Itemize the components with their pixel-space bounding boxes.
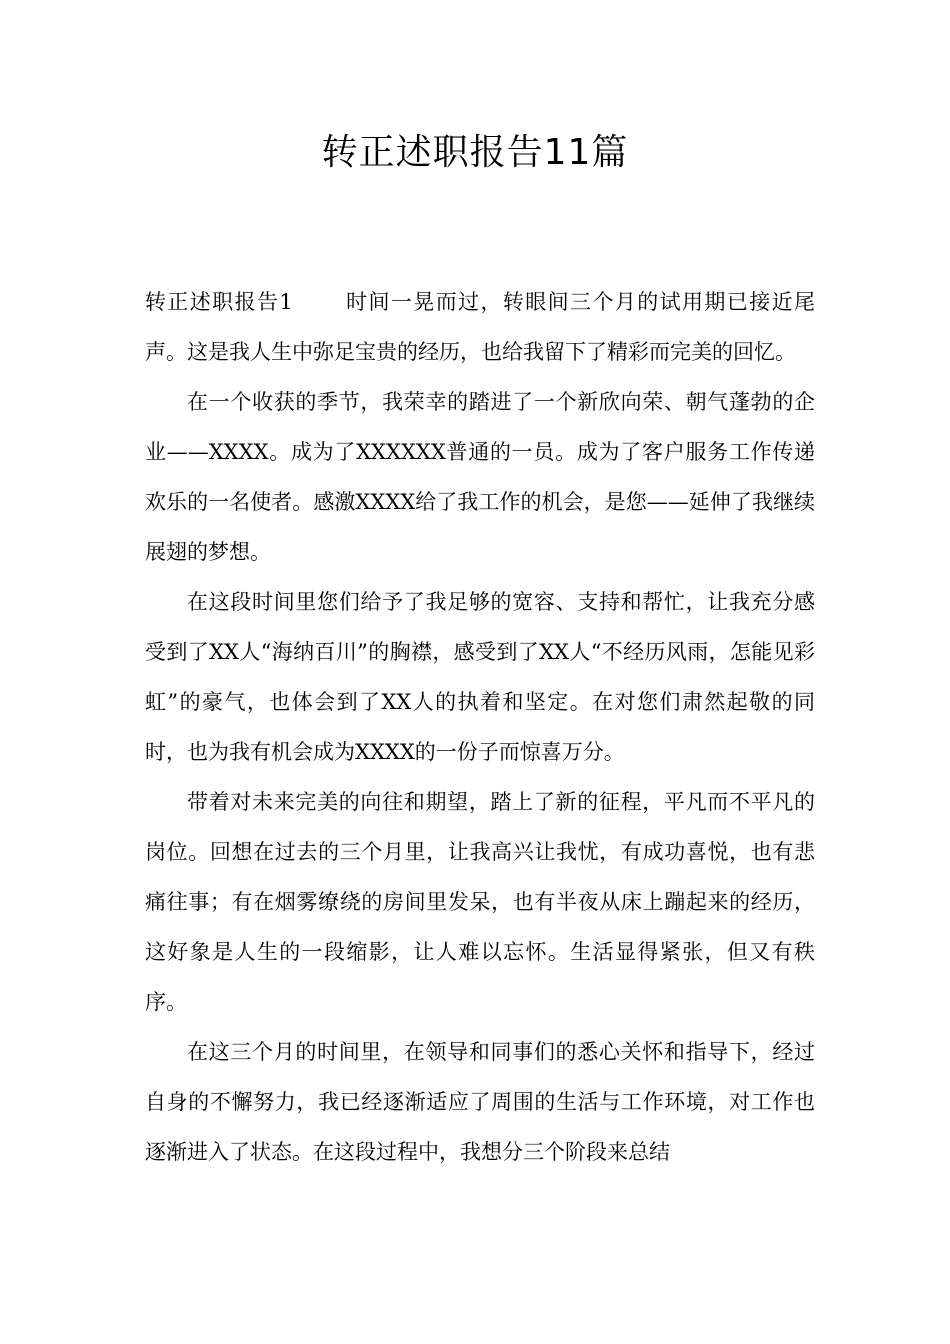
paragraph-4: 带着对未来完美的向往和期望，踏上了新的征程，平凡而不平凡的岗位。回想在过去的三个月里，让我高兴让我忧，有成功喜悦，也有悲痛往事；有在烟雾缭绕的房间里发呆，也有半夜从床上蹦起来的经历，这好象是人生的一段缩影，让人难以忘怀。生活显得紧张，但又有秩序。 [145,790,815,1014]
document-title: 转正述职报告11篇 [321,132,629,173]
paragraph-1-text: 时间一晃而过，转眼间三个月的试用期已接近尾声。这是我人生中弥足宝贵的经历，也给我留下了精彩而完美的回忆。 [145,290,815,364]
paragraph-3: 在这段时间里您们给予了我足够的宽容、支持和帮忙，让我充分感受到了XX人“海纳百川”的胸襟，感受到了XX人“不经历风雨，怎能见彩虹”的豪气，也体会到了XX人的执着和坚定。在对您们肃然起敬的同时，也为我有机会成为XXXX的一份子而惊喜万分。 [145,590,815,764]
paragraph-2: 在一个收获的季节，我荣幸的踏进了一个新欣向荣、朝气蓬勃的企业——XXXX。成为了XXXXXX普通的一员。成为了客户服务工作传递欢乐的一名使者。感激XXXX给了我工作的机会，是您——延伸了我继续展翅的梦想。 [145,390,815,564]
paragraph-5: 在这三个月的时间里，在领导和同事们的悉心关怀和指导下，经过自身的不懈努力，我已经逐渐适应了周围的生活与工作环境，对工作也逐渐进入了状态。在这段过程中，我想分三个阶段来总结 [145,1040,815,1164]
paragraph-1 [145,277,815,377]
section-heading: 转正述职报告1 [145,290,293,314]
document-body [145,277,815,1177]
